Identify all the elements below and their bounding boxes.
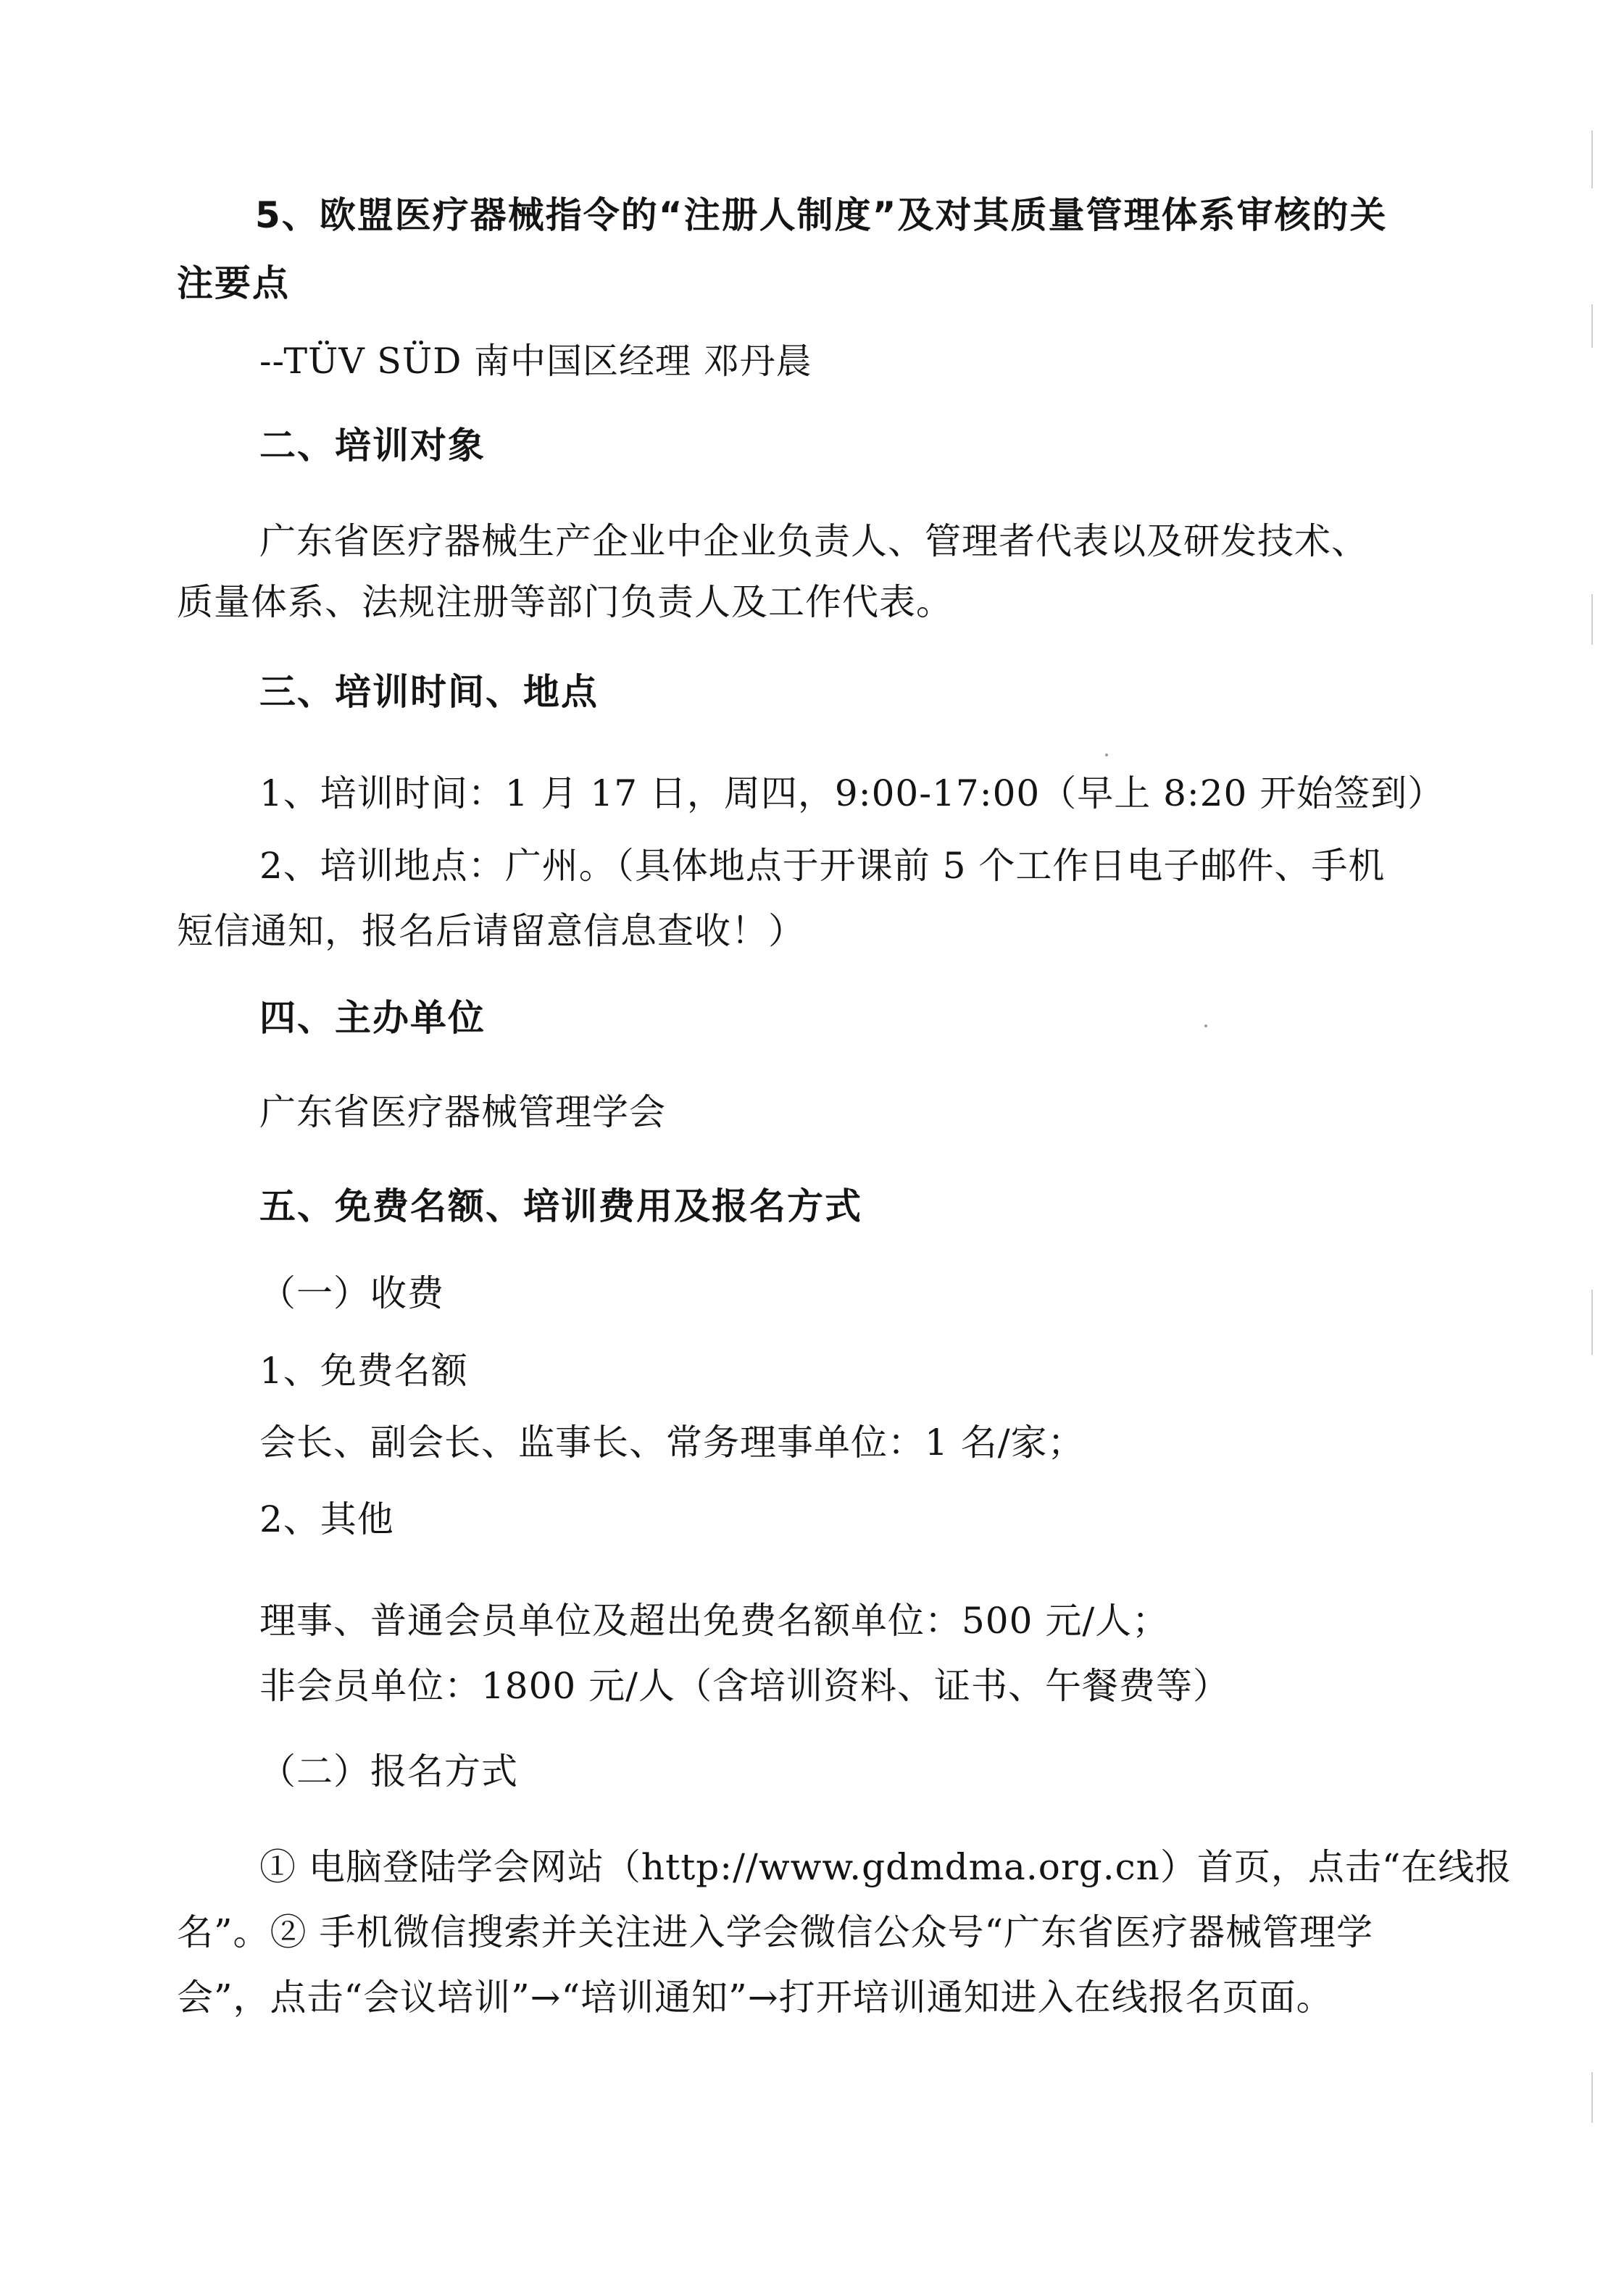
- heading-organizer: 四、主办单位: [259, 997, 486, 1039]
- scan-edge-mark: [1591, 304, 1593, 348]
- training-place-line1: 2、培训地点：广州。（具体地点于开课前 5 个工作日电子邮件、手机: [259, 845, 1386, 887]
- heading-fees-registration: 五、免费名额、培训费用及报名方式: [259, 1185, 862, 1227]
- scan-edge-mark: [1591, 130, 1593, 188]
- fee-member-units: 理事、普通会员单位及超出免费名额单位：500 元/人；: [259, 1600, 1170, 1642]
- section-5-title-line2: 注要点: [177, 262, 290, 304]
- registration-line3: 会”，点击“会议培训”→“培训通知”→打开培训通知进入在线报名页面。: [177, 1976, 1333, 2019]
- registration-line1: ① 电脑登陆学会网站（http://www.gdmdma.org.cn）首页，点击“在线报: [259, 1846, 1512, 1888]
- heading-training-audience: 二、培训对象: [259, 425, 486, 467]
- fee-nonmember-units: 非会员单位：1800 元/人（含培训资料、证书、午餐费等）: [259, 1665, 1230, 1707]
- subheading-fees: （一）收费: [259, 1272, 444, 1314]
- registration-line2: 名”。② 手机微信搜索并关注进入学会微信公众号“广东省医疗器械管理学: [177, 1911, 1374, 1953]
- fee-item-free-quota: 1、免费名额: [259, 1350, 468, 1392]
- scan-edge-mark: [1591, 1290, 1593, 1355]
- training-time: 1、培训时间：1 月 17 日，周四，9:00-17:00（早上 8:20 开始签到）: [259, 772, 1445, 814]
- audience-text-line2: 质量体系、法规注册等部门负责人及工作代表。: [177, 581, 953, 623]
- heading-time-place: 三、培训时间、地点: [259, 671, 599, 713]
- scan-edge-mark: [1591, 594, 1593, 645]
- scan-speck: [1204, 1024, 1207, 1027]
- scan-speck: [1105, 753, 1108, 756]
- training-place-line2: 短信通知，报名后请留意信息查收！）: [177, 910, 805, 952]
- section-5-speaker: --TÜV SÜD 南中国区经理 邓丹晨: [259, 341, 812, 382]
- organizer-name: 广东省医疗器械管理学会: [259, 1091, 666, 1133]
- scan-edge-mark: [1591, 2072, 1593, 2123]
- section-5-title-line1: 5、欧盟医疗器械指令的“注册人制度”及对其质量管理体系审核的关: [255, 194, 1388, 236]
- subheading-registration: （二）报名方式: [259, 1750, 518, 1792]
- audience-text-line1: 广东省医疗器械生产企业中企业负责人、管理者代表以及研发技术、: [259, 520, 1368, 562]
- fee-item-other: 2、其他: [259, 1498, 394, 1540]
- fee-free-units: 会长、副会长、监事长、常务理事单位：1 名/家；: [259, 1422, 1085, 1464]
